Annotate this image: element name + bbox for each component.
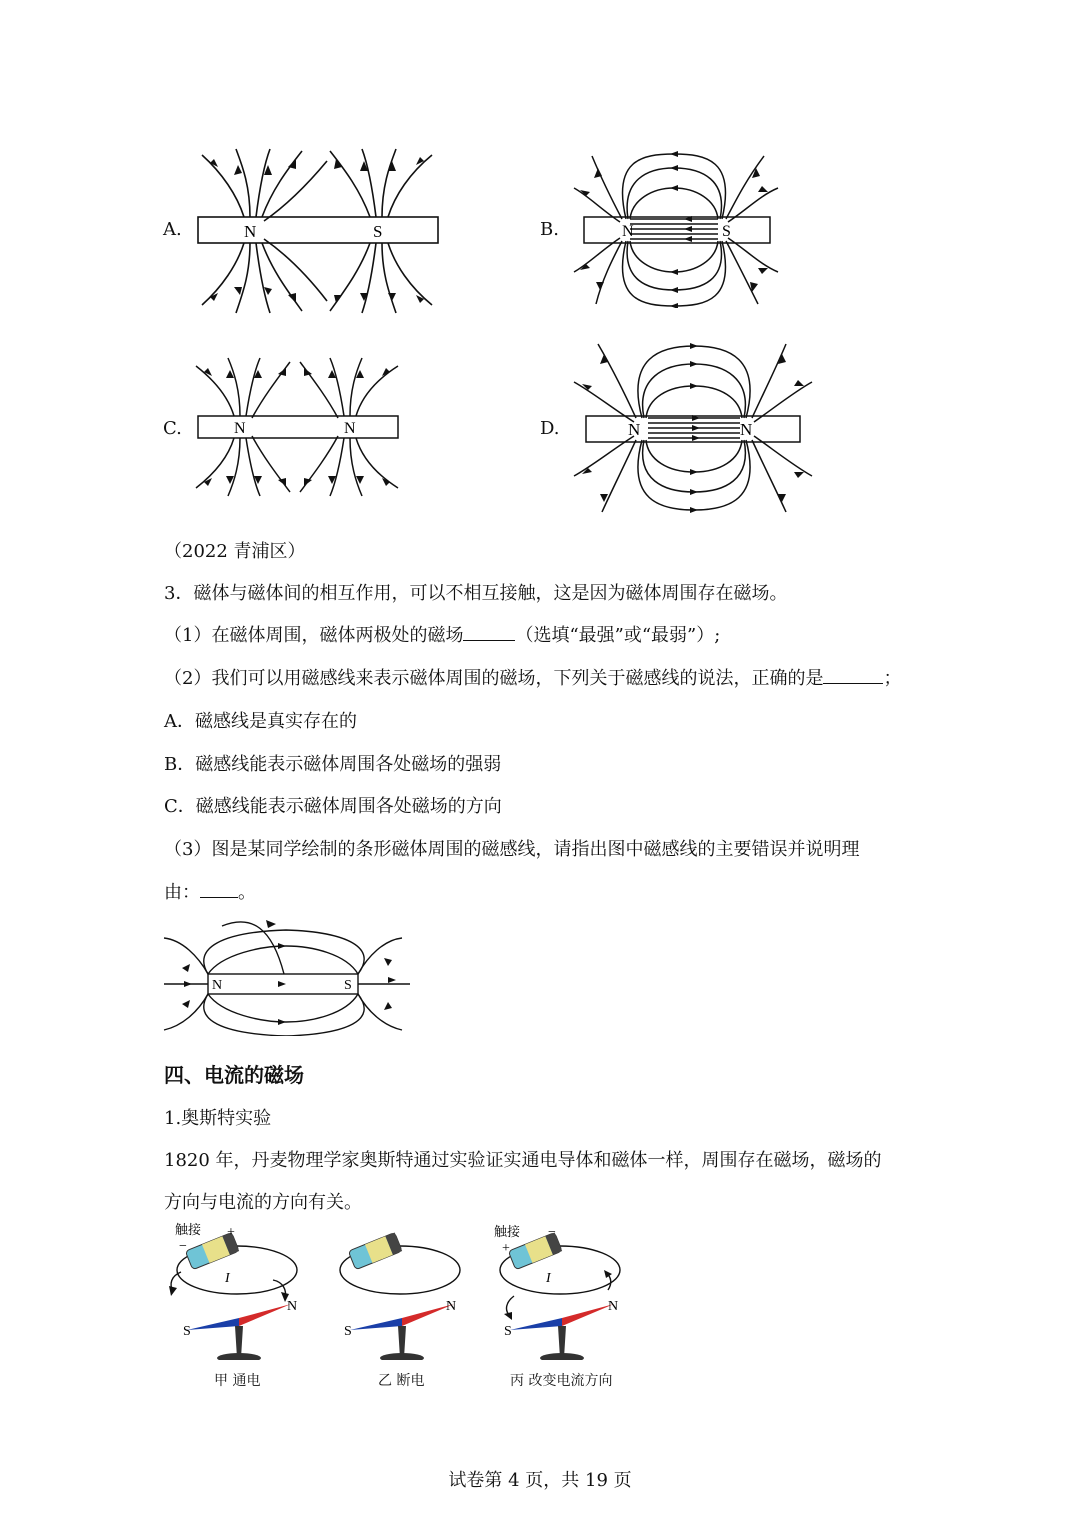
bing-touch-label: 触接: [494, 1224, 521, 1239]
bing-south-label: S: [504, 1324, 512, 1339]
figure-c-pole-left: N: [234, 420, 246, 437]
section-title: 四、电流的磁场: [164, 1063, 304, 1087]
oersted-figure-bing: [488, 1220, 628, 1360]
option-label-b: B.: [540, 219, 559, 240]
bing-sign-left: +: [502, 1241, 510, 1256]
figure-c-pole-right: N: [344, 420, 356, 437]
subsection-title: 1.奥斯特实验: [164, 1108, 272, 1129]
figure-b-pole-right: S: [722, 223, 731, 240]
paragraph-line-1: 1820 年，丹麦物理学家奥斯特通过实验证实通电导体和磁体一样，周围存在磁场，磁场的: [164, 1150, 882, 1171]
jia-sign-right: +: [227, 1225, 235, 1240]
jia-current-label: I: [225, 1271, 230, 1286]
option-label-a: A.: [163, 219, 182, 240]
question-part-3-line-2: [164, 878, 256, 904]
question-stem: 3．磁体与磁体间的相互作用，可以不相互接触，这是因为磁体周围存在磁场。: [164, 583, 788, 604]
question-source: （2022 青浦区）: [164, 541, 306, 562]
choice-b: B．磁感线能表示磁体周围各处磁场的强弱: [164, 754, 502, 775]
part-1-answer-blank[interactable]: [463, 622, 515, 641]
jia-sign-left: −: [179, 1239, 187, 1254]
question-part-1: [164, 621, 720, 647]
jia-touch-label: 触接: [175, 1222, 202, 1237]
yi-north-label: N: [446, 1299, 457, 1314]
figure-a-field-lines: [192, 145, 444, 317]
bing-sign-right: −: [548, 1225, 556, 1240]
student-figure-pole-left: N: [212, 978, 223, 993]
bing-current-label: I: [546, 1271, 551, 1286]
figure-b-pole-left: N: [622, 223, 634, 240]
part-3-answer-blank[interactable]: [200, 879, 238, 898]
paragraph-line-2: 方向与电流的方向有关。: [164, 1192, 362, 1213]
figure-a-pole-left: N: [244, 222, 257, 241]
part-1-text-after: （选填“最强”或“最弱”）;: [515, 625, 721, 646]
figure-d-pole-right: N: [740, 420, 753, 439]
figure-b-field-lines: [572, 150, 782, 308]
question-part-3-line-1: （3）图是某同学绘制的条形磁体周围的磁感线，请指出图中磁感线的主要错误并说明理: [164, 839, 860, 860]
jia-north-label: N: [287, 1299, 298, 1314]
choice-c: C．磁感线能表示磁体周围各处磁场的方向: [164, 796, 502, 817]
option-label-c: C.: [163, 418, 182, 439]
yi-south-label: S: [344, 1324, 352, 1339]
oersted-caption-yi: 乙 断电: [378, 1373, 425, 1389]
figure-c-field-lines: [192, 356, 404, 498]
student-field-line-figure: [162, 918, 412, 1036]
figure-d-pole-left: N: [628, 420, 641, 439]
student-figure-pole-right: S: [344, 978, 352, 993]
oersted-caption-bing: 丙 改变电流方向: [510, 1373, 613, 1389]
part-3-text-before: 由：: [164, 882, 200, 903]
oersted-figure-jia: [165, 1220, 305, 1360]
figure-d-field-lines: [572, 342, 814, 514]
jia-south-label: S: [183, 1324, 191, 1339]
part-2-text-before: （2）我们可以用磁感线来表示磁体周围的磁场，下列关于磁感线的说法，正确的是: [164, 668, 824, 689]
oersted-caption-jia: 甲 通电: [214, 1373, 261, 1389]
part-3-text-after: 。: [238, 882, 256, 903]
oersted-figure-yi: [328, 1220, 468, 1360]
page-footer: 试卷第 4 页，共 19 页: [448, 1470, 632, 1491]
option-label-d: D.: [540, 418, 560, 439]
part-2-text-after: ；: [883, 668, 902, 689]
figure-a-pole-right: S: [373, 222, 383, 241]
bing-north-label: N: [608, 1299, 619, 1314]
question-part-2: [164, 664, 901, 690]
part-2-answer-blank[interactable]: [823, 665, 883, 684]
part-1-text-before: （1）在磁体周围，磁体两极处的磁场: [164, 625, 464, 646]
choice-a: A．磁感线是真实存在的: [164, 711, 357, 732]
